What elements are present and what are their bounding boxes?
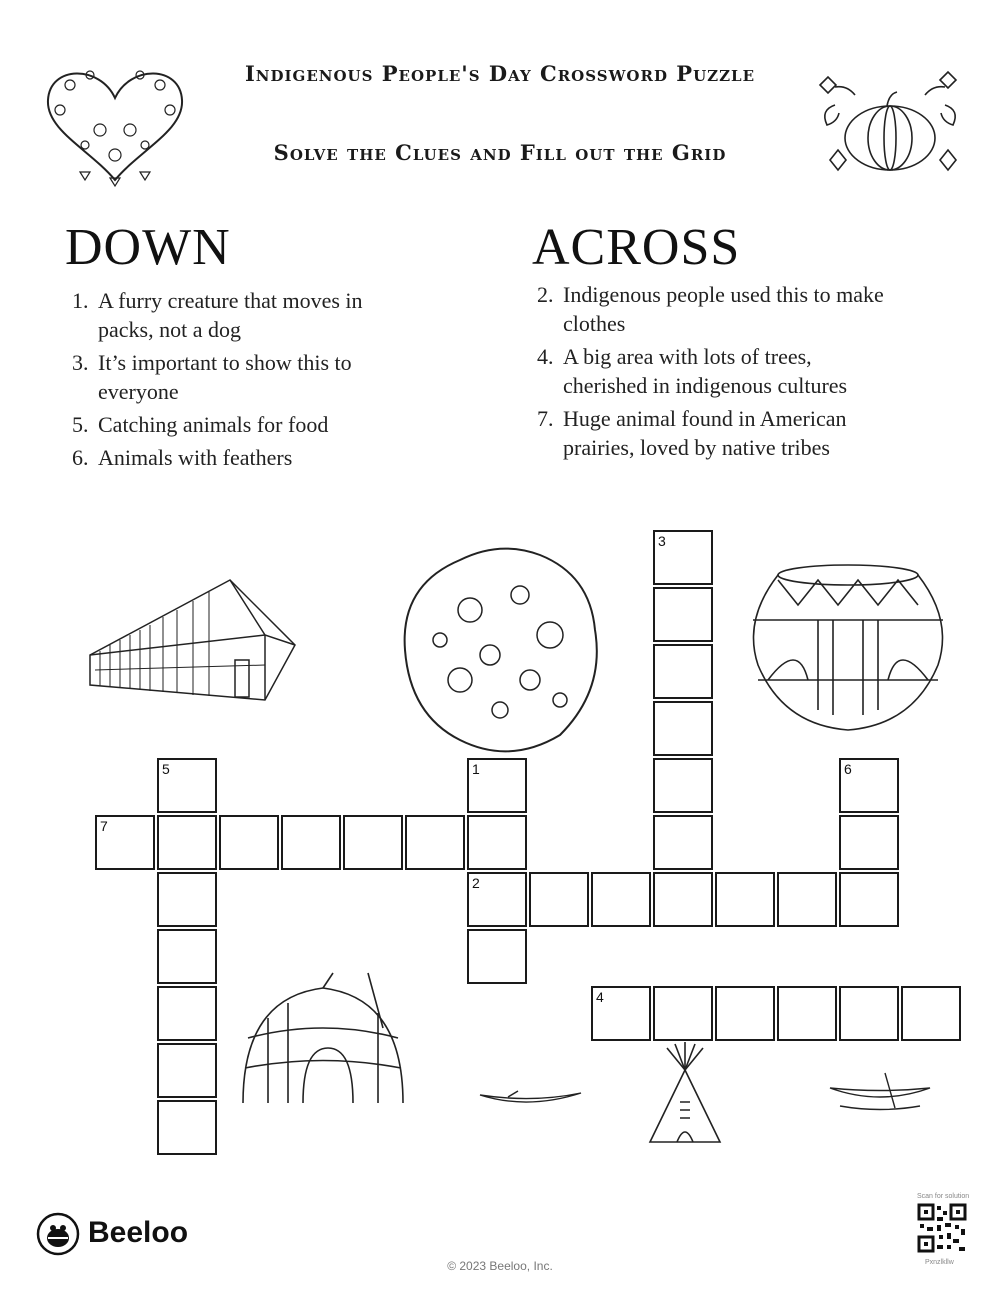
grid-cell[interactable] bbox=[157, 872, 217, 927]
grid-cell[interactable] bbox=[467, 872, 527, 927]
clue-text: It’s important to show this to everyone bbox=[98, 350, 352, 404]
across-heading: ACROSS bbox=[532, 219, 741, 276]
clue-text: Indigenous people used this to make clothes bbox=[563, 282, 884, 336]
qr-caption: Scan for solution bbox=[917, 1193, 970, 1200]
grid-cell[interactable] bbox=[653, 872, 713, 927]
grid-cell[interactable] bbox=[95, 815, 155, 870]
grid-cell[interactable] bbox=[901, 986, 961, 1041]
grid-cell[interactable] bbox=[715, 986, 775, 1041]
grid-cell[interactable] bbox=[157, 815, 217, 870]
grid-cell[interactable] bbox=[653, 986, 713, 1041]
grid-cell[interactable] bbox=[777, 872, 837, 927]
grid-cell[interactable] bbox=[777, 986, 837, 1041]
down-clue bbox=[72, 410, 372, 439]
down-clue bbox=[72, 348, 372, 406]
grid-cell[interactable] bbox=[467, 929, 527, 984]
pumpkin-icon bbox=[815, 70, 965, 180]
grid-cell[interactable] bbox=[653, 587, 713, 642]
down-clue bbox=[72, 286, 372, 344]
grid-cell[interactable] bbox=[529, 872, 589, 927]
grid-cell[interactable] bbox=[653, 701, 713, 756]
clue-number: 5. bbox=[72, 412, 89, 437]
across-clue-list bbox=[537, 280, 897, 466]
clue-number: 1. bbox=[72, 288, 89, 313]
grid-cell[interactable] bbox=[653, 815, 713, 870]
clue-text: Catching animals for food bbox=[98, 412, 329, 437]
cell-number: 1 bbox=[472, 761, 480, 777]
grid-cell[interactable] bbox=[219, 815, 279, 870]
clue-text: Huge animal found in American prairies, loved by native tribes bbox=[563, 406, 847, 460]
clue-number: 3. bbox=[72, 350, 89, 375]
grid-cell[interactable] bbox=[157, 986, 217, 1041]
grid-cell[interactable] bbox=[157, 758, 217, 813]
page-subtitle: Solve the Clues and Fill out the Grid bbox=[273, 140, 727, 165]
grid-cell[interactable] bbox=[467, 758, 527, 813]
brand-name: Beeloo bbox=[88, 1216, 189, 1249]
grid-cell[interactable] bbox=[467, 815, 527, 870]
grid-cell[interactable] bbox=[653, 530, 713, 585]
cell-number: 4 bbox=[596, 989, 604, 1005]
across-clue bbox=[537, 280, 897, 338]
grid-cell[interactable] bbox=[839, 815, 899, 870]
bee-icon bbox=[36, 1212, 80, 1256]
grid-cell[interactable] bbox=[405, 815, 465, 870]
clue-text: Animals with feathers bbox=[98, 445, 293, 470]
copyright: © 2023 Beeloo, Inc. bbox=[447, 1259, 553, 1273]
grid-cell[interactable] bbox=[839, 758, 899, 813]
grid-cell[interactable] bbox=[715, 872, 775, 927]
clue-text: A big area with lots of trees, cherished in indigenous cultures bbox=[563, 344, 848, 398]
clue-text: A furry creature that moves in packs, not a dog bbox=[98, 288, 363, 342]
canoe-icon bbox=[478, 1085, 583, 1111]
pottery-icon bbox=[738, 560, 958, 735]
grid-cell[interactable] bbox=[839, 872, 899, 927]
heart-vine-icon bbox=[40, 60, 190, 190]
grid-cell[interactable] bbox=[591, 986, 651, 1041]
clue-number: 6. bbox=[72, 445, 89, 470]
grid-cell[interactable] bbox=[281, 815, 341, 870]
page-title: Indigenous People's Day Crossword Puzzle bbox=[244, 61, 756, 86]
cell-number: 3 bbox=[658, 533, 666, 549]
down-heading: DOWN bbox=[65, 219, 231, 276]
cell-number: 2 bbox=[472, 875, 480, 891]
across-clue bbox=[537, 342, 897, 400]
cell-number: 6 bbox=[844, 761, 852, 777]
grid-cell[interactable] bbox=[653, 758, 713, 813]
pemmican-icon bbox=[400, 540, 605, 760]
clue-number: 4. bbox=[537, 344, 554, 369]
grid-cell[interactable] bbox=[591, 872, 651, 927]
qr-code-icon[interactable] bbox=[917, 1203, 967, 1253]
down-clue-list bbox=[72, 286, 372, 476]
grid-cell[interactable] bbox=[157, 929, 217, 984]
grid-cell[interactable] bbox=[839, 986, 899, 1041]
teepee-icon bbox=[645, 1042, 725, 1147]
grid-cell[interactable] bbox=[653, 644, 713, 699]
down-clue bbox=[72, 443, 372, 472]
across-clue bbox=[537, 404, 897, 462]
cell-number: 7 bbox=[100, 818, 108, 834]
grid-cell[interactable] bbox=[343, 815, 403, 870]
qr-code-text: Pxnzlkllw bbox=[925, 1259, 954, 1266]
longhouse-icon bbox=[85, 575, 300, 705]
boat-icon bbox=[825, 1068, 935, 1113]
cell-number: 5 bbox=[162, 761, 170, 777]
clue-number: 7. bbox=[537, 406, 554, 431]
clue-number: 2. bbox=[537, 282, 554, 307]
grid-cell[interactable] bbox=[157, 1043, 217, 1098]
grid-cell[interactable] bbox=[157, 1100, 217, 1155]
wigwam-icon bbox=[238, 968, 408, 1110]
